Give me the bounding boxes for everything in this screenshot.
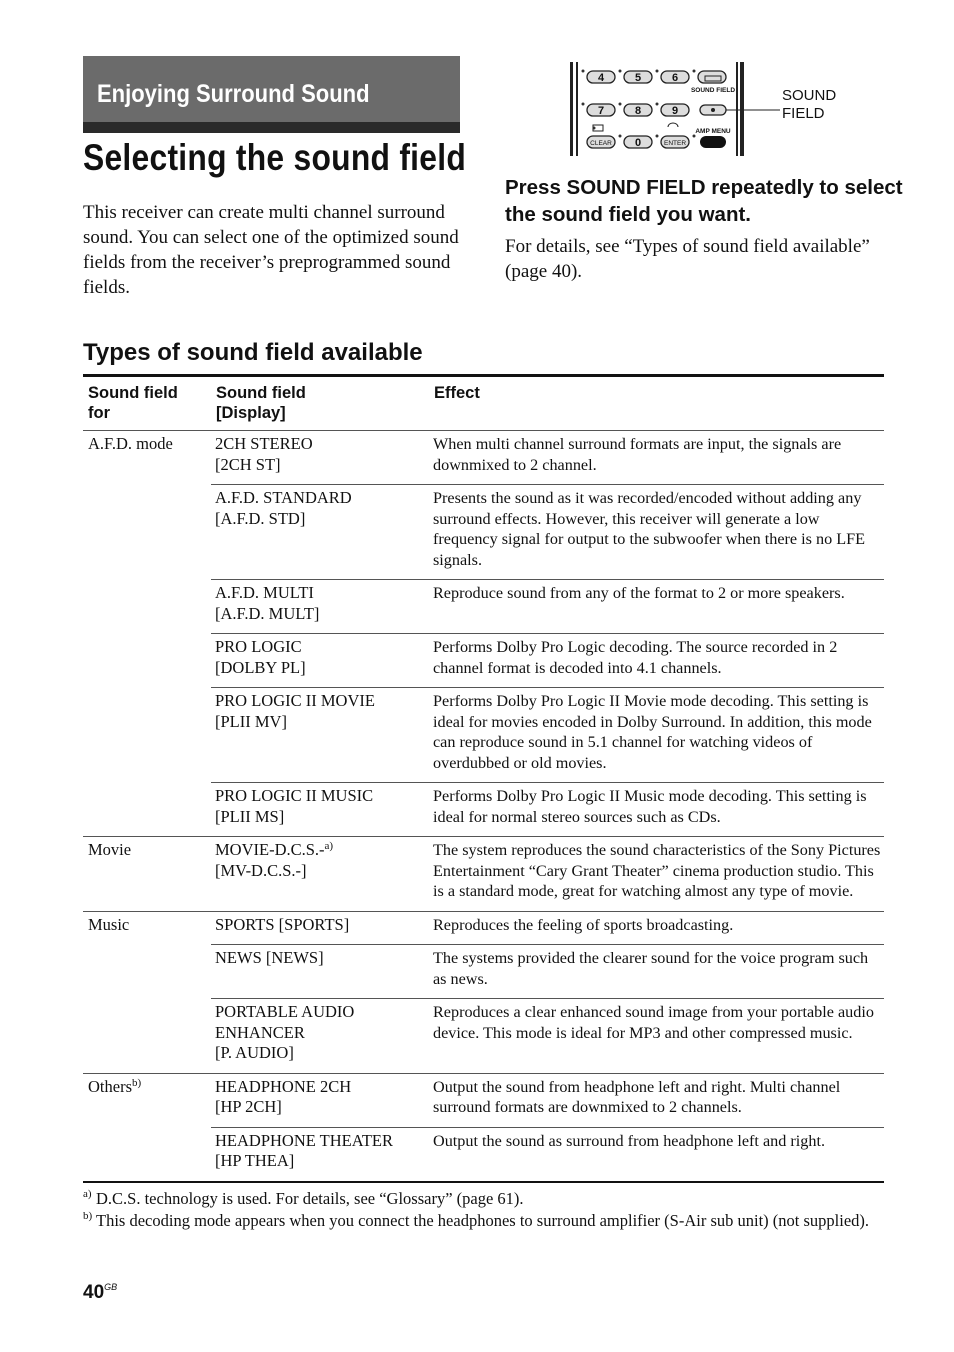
header-effect: Effect [429, 376, 884, 431]
cell-category [83, 634, 211, 688]
remote-enter-label: ENTER [663, 140, 687, 147]
display-label: [HP THEA] [215, 1151, 295, 1170]
cell-category: Music [83, 911, 211, 945]
callout-line-2: FIELD [782, 105, 825, 122]
table-row [83, 431, 884, 485]
table-row [83, 945, 884, 999]
cell-effect: Presents the sound as it was recorded/encoded without adding any surround effects. However, this receiver will generate a low frequency signal for output to the subwoofer when there is no LFE signals. [429, 485, 884, 580]
display-label: [A.F.D. STD] [215, 508, 306, 528]
table-row [83, 688, 884, 783]
table-row [83, 634, 884, 688]
cell-sound-field: PORTABLE AUDIO ENHANCER [P. AUDIO] [211, 999, 429, 1074]
cell-effect: When multi channel surround formats are input, the signals are downmixed to 2 channel. [429, 431, 884, 485]
cell-effect: Output the sound as surround from headphone left and right. [429, 1127, 884, 1182]
remote-amp-menu-label: AMP MENU [695, 128, 731, 135]
table-row [83, 783, 884, 837]
header-sound-field-for: Sound field for [83, 376, 211, 431]
display-label: [DOLBY PL] [215, 657, 306, 677]
remote-key-6: 6 [671, 72, 679, 84]
cell-category [83, 1127, 211, 1182]
cell-sound-field: MOVIE-D.C.S.-$^{a)}$ [MV-D.C.S.-] [211, 837, 429, 912]
cell-effect: Reproduces the feeling of sports broadcasting. [429, 911, 884, 945]
cell-category [83, 945, 211, 999]
cell-sound-field: PRO LOGIC II MUSIC [PLII MS] [211, 783, 429, 837]
remote-key-7: 7 [597, 105, 605, 117]
remote-key-4: 4 [597, 72, 605, 84]
step-heading: Press SOUND FIELD repeatedly to select the sound field you want. [505, 176, 903, 226]
cell-effect: Performs Dolby Pro Logic II Movie mode decoding. This setting is ideal for movies encoded in Dolby Surround. In addition, this mode can reproduce sound in 5.1 channel for watching videos of overdubbed or old movies. [429, 688, 884, 783]
cell-category [83, 999, 211, 1074]
intro-paragraph: This receiver can create multi channel surround sound. You can select one of the optimized sound fields from the receiver’s preprogrammed sound fields. [83, 202, 459, 298]
cell-category [83, 580, 211, 634]
cell-sound-field: 2CH STEREO [2CH ST] [211, 431, 429, 485]
cell-sound-field: A.F.D. MULTI [A.F.D. MULT] [211, 580, 429, 634]
cell-category [83, 783, 211, 837]
footnote-a: a) D.C.S. technology is used. For details, see “Glossary” (page 61). [83, 1188, 524, 1208]
cell-category [83, 688, 211, 783]
display-label: [2CH ST] [215, 454, 281, 474]
cell-sound-field: PRO LOGIC [DOLBY PL] [211, 634, 429, 688]
footnote-b: b) This decoding mode appears when you connect the headphones to surround amplifier (S-Air sub unit) (not supplied). [83, 1210, 870, 1230]
table-row [83, 580, 884, 634]
cell-category: Others$^{b)}$ [83, 1073, 211, 1127]
cell-sound-field: HEADPHONE THEATER [HP THEA] [211, 1127, 429, 1182]
display-label: [PLII MV] [215, 711, 287, 731]
remote-key-9: 9 [671, 105, 679, 117]
cell-sound-field: A.F.D. STANDARD [A.F.D. STD] [211, 485, 429, 580]
page-title: Selecting the sound field [83, 137, 467, 178]
cell-category [83, 485, 211, 580]
step-detail: For details, see “Types of sound field available” (page 40). [505, 236, 870, 282]
remote-key-0: 0 [634, 137, 642, 149]
display-label: [HP 2CH] [215, 1097, 282, 1116]
table-row [83, 485, 884, 580]
cell-effect: Performs Dolby Pro Logic II Music mode decoding. This setting is ideal for normal stereo sources such as CDs. [429, 783, 884, 837]
display-label: [MV-D.C.S.-] [215, 860, 307, 880]
table-row [83, 1127, 884, 1182]
sound-field-table [83, 374, 884, 1183]
section-banner [83, 56, 460, 133]
footnote-ref: b) [132, 1076, 142, 1089]
remote-key-5: 5 [634, 72, 642, 84]
display-label: [P. AUDIO] [215, 1043, 294, 1062]
cell-effect: Reproduces a clear enhanced sound image from your portable audio device. This mode is ideal for MP3 and other compressed music. [429, 999, 884, 1074]
header-sound-field-display: Sound field [Display] [211, 376, 429, 431]
display-label: [A.F.D. MULT] [215, 603, 320, 623]
table-row [83, 1073, 884, 1127]
cell-sound-field: PRO LOGIC II MOVIE [PLII MV] [211, 688, 429, 783]
cell-effect: Performs Dolby Pro Logic decoding. The source recorded in 2 channel format is decoded into 4.1 channels. [429, 634, 884, 688]
table-header-row [83, 376, 884, 431]
table-row [83, 999, 884, 1074]
sound-field-callout [782, 87, 836, 123]
page-number: $40^{GB}$ [83, 1282, 118, 1303]
cell-sound-field: SPORTS [SPORTS] [211, 911, 429, 945]
table-row [83, 911, 884, 945]
cell-effect: Output the sound from headphone left and right. Multi channel surround formats are downmixed to 2 channels. [429, 1073, 884, 1127]
cell-effect: Reproduce sound from any of the format to 2 or more speakers. [429, 580, 884, 634]
cell-category: A.F.D. mode [83, 431, 211, 485]
remote-control-illustration [568, 60, 788, 165]
display-label: [PLII MS] [215, 806, 285, 826]
remote-sound-field-label: SOUND FIELD [690, 87, 736, 94]
cell-category: Movie [83, 837, 211, 912]
section-banner-title: Enjoying Surround Sound [97, 80, 370, 108]
types-heading: Types of sound field available [83, 339, 423, 366]
remote-clear-label: CLEAR [590, 140, 612, 147]
cell-effect: The systems provided the clearer sound for the voice program such as news. [429, 945, 884, 999]
footnotes [83, 1188, 884, 1232]
callout-line-1: SOUND [782, 87, 837, 104]
footnote-ref: a) [324, 840, 334, 852]
cell-effect: The system reproduces the sound characteristics of the Sony Pictures Entertainment “Cary Grant Theater” cinema production studio. This is a standard mode, great for watching almost any type of movie. [429, 837, 884, 912]
table-row [83, 837, 884, 912]
cell-sound-field: HEADPHONE 2CH [HP 2CH] [211, 1073, 429, 1127]
remote-key-8: 8 [634, 105, 642, 117]
table-body [83, 431, 884, 1182]
cell-sound-field: NEWS [NEWS] [211, 945, 429, 999]
